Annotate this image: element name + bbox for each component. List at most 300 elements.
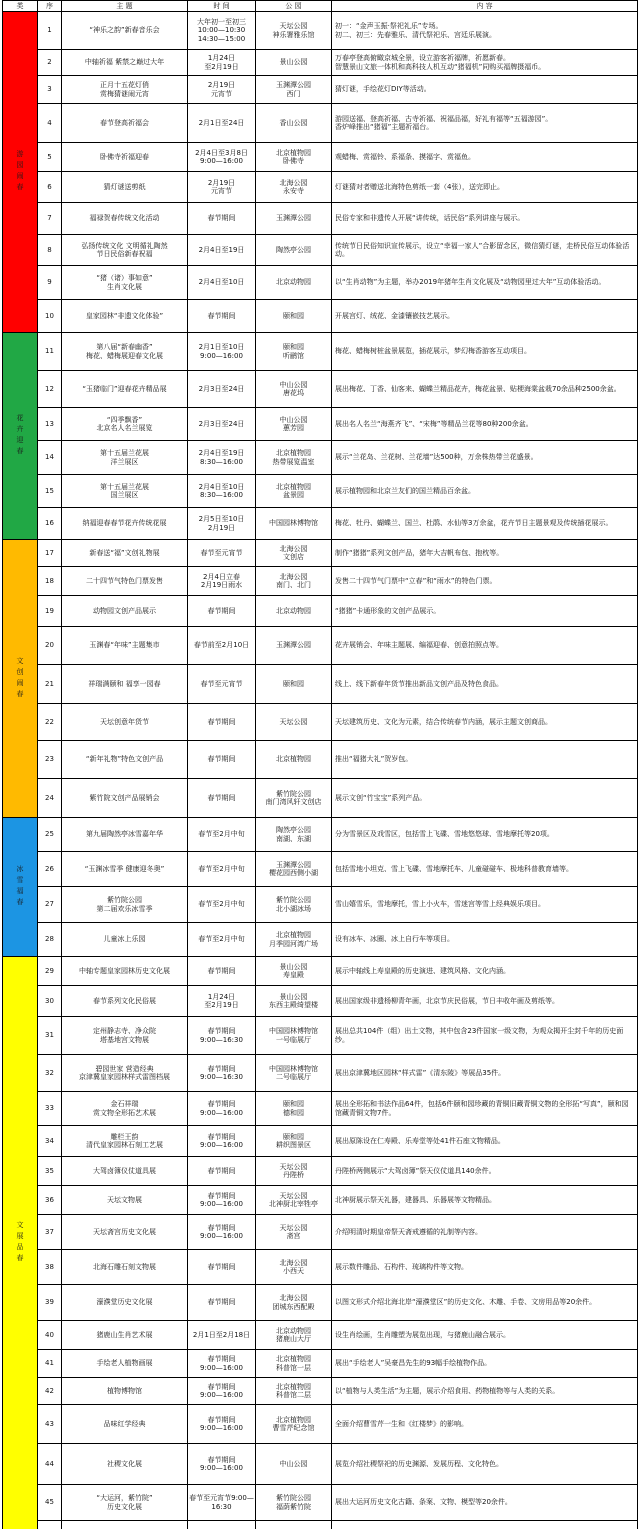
event-theme: [62, 1186, 188, 1215]
row-number: 35: [38, 1157, 62, 1186]
event-park-line: 玉渊潭公园: [276, 860, 311, 869]
event-park-line: 紫竹院公园: [276, 1494, 311, 1502]
event-content-line: 展示数件雕品、石构件、琉璃构件等文物。: [335, 1262, 468, 1271]
event-park-line: 玉渊潭公园: [276, 214, 311, 223]
event-park-line: 天坛公园: [279, 1162, 308, 1171]
event-park: [256, 1157, 332, 1186]
event-park: [256, 957, 332, 986]
event-park: [256, 1405, 332, 1444]
event-time-line: 9:00—16:00: [200, 1108, 243, 1117]
event-park-line: 北京植物园: [276, 1355, 311, 1363]
event-park-line: 南门湾风轩文创店: [265, 798, 322, 806]
event-time-line: 2月4日至19日: [198, 245, 245, 254]
event-content: [332, 1444, 638, 1485]
event-content-line: 制作“猪猪”系列文创产品，猪年大吉帆布包、抱枕等。: [335, 548, 504, 557]
table-row: [38, 104, 638, 143]
event-park: [256, 172, 332, 203]
event-park-line: 神乐署雅乐馆: [272, 30, 315, 39]
event-theme: [62, 1017, 188, 1055]
row-number: 17: [38, 540, 62, 567]
category-label: 文创闹春: [16, 656, 24, 701]
event-time-line: 春节期间: [207, 1166, 236, 1175]
category-label: 花卉迎春: [16, 414, 24, 458]
event-time: [188, 1378, 256, 1405]
event-content: [332, 986, 638, 1017]
event-theme-line: 第十五届兰花展: [100, 482, 149, 491]
event-content: [332, 371, 638, 408]
event-theme: [62, 779, 188, 818]
event-time-line: 春节期间: [207, 966, 236, 975]
event-time: [188, 957, 256, 986]
event-time: [188, 1186, 256, 1215]
event-content: [332, 1215, 638, 1250]
header-number: 序: [38, 0, 62, 12]
event-time-line: 春节至元宵节: [200, 679, 243, 688]
event-content: [332, 1378, 638, 1405]
event-theme-line: 手绘老人植物画展: [96, 1359, 153, 1368]
event-park-line: 唐花坞: [283, 389, 304, 397]
event-time-line: 2月5日至10日: [198, 515, 245, 523]
event-park-line: 听鹂馆: [283, 351, 304, 360]
category-block: [2, 12, 38, 333]
event-time: [188, 1017, 256, 1055]
row-number: 26: [38, 852, 62, 887]
table-row: [38, 143, 638, 172]
event-theme-line: 祥瑞满颐和 福享一园春: [88, 679, 161, 688]
event-theme-line: 北海石雕石刻文物展: [93, 1262, 156, 1271]
event-theme-line: “猪（诸）事如意”: [96, 274, 153, 282]
event-park-line: 小西天: [283, 1267, 304, 1275]
event-park-line: 耕织图景区: [276, 1141, 311, 1149]
event-time-line: 春节期间: [207, 793, 236, 802]
event-content: [332, 1250, 638, 1285]
event-time-line: 春节期间: [207, 1132, 236, 1141]
event-content-line: 分为雪景区及戏雪区，包括雪上飞碟、雪地悠悠球、雪地摩托等20项。: [335, 830, 554, 839]
event-theme: [62, 1126, 188, 1157]
event-content-line: 灯谜猜对者赠送北海特色剪纸一套（4张），送完即止。: [335, 182, 504, 191]
event-content-line: 游园送福、登高祈福、古寺祈福、祝福品福，好礼有福等“五福游园”。: [335, 114, 553, 123]
event-time: [188, 1250, 256, 1285]
event-park: [256, 741, 332, 779]
event-time-line: 2月19日雨水: [200, 581, 243, 589]
row-number: 2: [38, 50, 62, 76]
event-time: [188, 408, 256, 441]
table-row: [38, 1485, 638, 1521]
row-number: 14: [38, 441, 62, 475]
event-park: [256, 986, 332, 1017]
event-theme: [62, 957, 188, 986]
event-time-line: 9:00—16:00: [200, 351, 243, 360]
event-theme: [62, 266, 188, 300]
table-row: [38, 818, 638, 852]
event-time-line: 2月1日至10日: [198, 343, 245, 351]
event-content: [332, 540, 638, 567]
event-time-line: 1月24日: [207, 54, 236, 62]
row-number: 30: [38, 986, 62, 1017]
event-park: [256, 1378, 332, 1405]
event-park-line: 东西主殿绮望楼: [269, 1001, 318, 1009]
row-number: 36: [38, 1186, 62, 1215]
event-park: [256, 540, 332, 567]
event-park: [256, 441, 332, 475]
table-row: [38, 50, 638, 76]
event-content: [332, 475, 638, 508]
empty-cell: [62, 1521, 188, 1529]
event-park-line: 天坛公园: [279, 22, 308, 30]
event-content-line: 万春亭登高俯瞰京城全景，设立游客祈福牌，祈愿新春。: [335, 54, 510, 62]
event-theme: [62, 371, 188, 408]
table-row: [38, 266, 638, 300]
event-time-line: 春节至2月中旬: [198, 900, 245, 909]
table-row: [38, 76, 638, 104]
event-theme-line: “大运河，紫竹院”: [96, 1494, 153, 1502]
table-body: [2, 12, 638, 1529]
table-row: [38, 627, 638, 665]
row-number: 5: [38, 143, 62, 172]
row-number: 21: [38, 665, 62, 704]
event-content: [332, 665, 638, 704]
event-park-line: 玉渊潭公园: [276, 641, 311, 650]
event-content-line: 展出京津冀地区园林“样式雷”《清东陵》等展品35件。: [335, 1068, 506, 1077]
event-time: [188, 104, 256, 143]
event-theme-line: 卧佛寺祈福迎春: [100, 152, 149, 161]
event-theme-line: 春节系列文化民俗展: [93, 996, 156, 1005]
event-park-line: 玉渊潭公园: [276, 81, 311, 89]
event-time-line: 春节期间: [207, 1191, 236, 1200]
event-park: [256, 1350, 332, 1378]
event-time-line: 春节期间: [207, 1415, 236, 1424]
event-theme-line: 北京名人名兰展览: [96, 424, 153, 432]
event-time-line: 春节期间: [207, 1223, 236, 1232]
event-time-line: 春节期间: [207, 1455, 236, 1464]
event-content-line: 发售二十四节气门票中“立春”和“雨水”的特色门票。: [335, 576, 497, 585]
event-content: [332, 76, 638, 104]
event-time-line: 8:30—16:00: [200, 491, 243, 499]
event-content-line: 全面介绍曹雪芹一生和《红楼梦》的影响。: [335, 1419, 468, 1428]
event-park-line: 月季园河湾广场: [269, 939, 318, 948]
event-park: [256, 1126, 332, 1157]
event-park-line: 北京植物园: [276, 931, 311, 939]
header-category: 类: [2, 0, 38, 12]
event-theme-line: 猪鹿山生肖艺术展: [96, 1330, 153, 1339]
event-time-line: 春节期间: [207, 1382, 236, 1391]
event-theme-line: 皇家园林“非遗文化体验”: [85, 311, 164, 320]
event-time-line: 春节至元宵节: [200, 548, 243, 557]
event-content: [332, 1285, 638, 1321]
row-number: 34: [38, 1126, 62, 1157]
event-park-line: 北京动物园: [276, 278, 311, 287]
event-content-line: 雪山嬉雪乐，雪地摩托，雪上小火车，雪迷宫等雪上经典娱乐项目。: [335, 900, 545, 909]
event-theme: [62, 508, 188, 540]
event-time-line: 春节期间: [207, 1355, 236, 1363]
event-park-line: 颐和园: [283, 343, 304, 351]
event-theme: [62, 50, 188, 76]
event-content-line: 展示中轴线上寿皇殿的历史演进、建筑风格、文化内涵。: [335, 966, 510, 975]
row-number: 23: [38, 741, 62, 779]
event-time-line: 至2月19日: [204, 62, 239, 71]
event-content-line: 丹陛桥两侧展示“大驾卤簿”祭天仪仗道具140余件。: [335, 1166, 496, 1175]
event-theme-line: 天坛创意年货节: [100, 717, 149, 726]
event-time: [188, 441, 256, 475]
event-theme: [62, 1485, 188, 1521]
event-content-line: 展示植物园和北京兰友们的国兰精品百余盆。: [335, 486, 475, 495]
event-theme: [62, 12, 188, 50]
event-content: [332, 1350, 638, 1378]
event-park-line: 天坛公园: [279, 1191, 308, 1200]
event-content: [332, 1055, 638, 1092]
event-theme-line: 大驾卤簿仪仗道具展: [93, 1166, 156, 1175]
event-time-line: 春节至2月中旬: [198, 935, 245, 944]
row-number: 25: [38, 818, 62, 852]
event-theme: [62, 1055, 188, 1092]
table-row: [38, 300, 638, 333]
rows-column: [38, 12, 638, 1529]
event-theme: [62, 1250, 188, 1285]
event-time: [188, 1321, 256, 1350]
category-block: [2, 957, 38, 1529]
table-row: [38, 235, 638, 266]
event-time-line: 14:30—15:00: [197, 34, 246, 43]
table-row: [38, 1321, 638, 1350]
event-time: [188, 143, 256, 172]
category-block: [2, 333, 38, 540]
event-park-line: 科普馆二层: [276, 1391, 311, 1399]
event-park: [256, 508, 332, 540]
event-park-line: 陶然亭公园: [276, 826, 311, 834]
event-park-line: 文创店: [283, 553, 304, 561]
event-time: [188, 1485, 256, 1521]
row-number: 22: [38, 704, 62, 741]
event-content-line: 介绍明清时期皇帝祭天斋戒遵循的礼制等内容。: [335, 1227, 482, 1236]
table-header: [2, 0, 638, 12]
table-row: [38, 508, 638, 540]
event-park-line: 颐和园: [283, 1100, 304, 1108]
row-number: 6: [38, 172, 62, 203]
event-time-line: 春节至元宵节9:00—: [189, 1494, 254, 1502]
event-content-line: 传统节日民俗知识宣传展示，设立“幸福一家人”合影留念区，微信猜灯谜，走桥民俗互动体验活动。: [335, 241, 630, 258]
event-theme-line: 品味红学经典: [103, 1419, 146, 1428]
event-theme-line: 国兰展区: [110, 491, 139, 499]
event-theme: [62, 741, 188, 779]
event-theme-line: 弘扬传统文化 文明循礼陶然: [81, 241, 168, 250]
event-theme-line: 京津冀皇家园林样式雷图档展: [79, 1073, 170, 1081]
event-time-line: 9:00—16:00: [200, 1200, 243, 1208]
event-park: [256, 408, 332, 441]
event-park-line: 猪鹿山大厅: [276, 1335, 311, 1343]
table-row: [38, 1250, 638, 1285]
event-park-line: 寿皇殿: [283, 971, 304, 979]
event-park-line: 南湖、东湖: [276, 834, 311, 843]
event-content-line: 展出总共104件（组）出土文物，其中包含23件国家一级文物，为观众揭开尘封千年的历史面纱。: [335, 1027, 624, 1044]
event-park-line: 西门: [286, 89, 301, 98]
event-theme-line: “玉渊冰雪季 健康迎冬奥”: [84, 864, 165, 873]
table-row: [38, 1378, 638, 1405]
event-theme-line: 濠濮堂历史文化展: [96, 1298, 153, 1307]
event-theme: [62, 1092, 188, 1126]
event-park: [256, 104, 332, 143]
event-park: [256, 203, 332, 235]
event-theme-line: 赏文物全形拓艺术展: [93, 1108, 156, 1117]
event-time: [188, 1215, 256, 1250]
category-block: [2, 818, 38, 957]
row-number: 45: [38, 1485, 62, 1521]
event-time-line: 8:30—16:00: [200, 457, 243, 466]
event-content: [332, 1321, 638, 1350]
event-park-line: 热带展览温室: [272, 457, 315, 466]
table-row: [38, 1092, 638, 1126]
event-time: [188, 1055, 256, 1092]
event-content-line: 展出全形拓和书法作品64件，包括6件颐和园珍藏的青铜旧藏青铜文物的全形拓“写真”，颐和园馆藏青铜文物7件。: [335, 1100, 629, 1117]
row-number: 32: [38, 1055, 62, 1092]
event-content-line: 展出“手绘老人”吴豪昌先生的93幅手绘植物作品。: [335, 1359, 492, 1368]
event-content: [332, 441, 638, 475]
row-number: 8: [38, 235, 62, 266]
event-park: [256, 1444, 332, 1485]
row-number: 11: [38, 333, 62, 371]
event-park-line: 科普馆一层: [276, 1363, 311, 1372]
empty-cell: [256, 1521, 332, 1529]
event-time-line: 至2月19日: [204, 1001, 239, 1009]
table-row: [38, 1126, 638, 1157]
row-number: 13: [38, 408, 62, 441]
event-park: [256, 704, 332, 741]
table-row: [38, 371, 638, 408]
table-row: [38, 741, 638, 779]
event-theme-line: 动物园文创产品展示: [93, 606, 156, 615]
table-row: [38, 203, 638, 235]
event-time-line: 9:00—16:30: [200, 1035, 243, 1044]
event-park-line: 北京植物园: [276, 482, 311, 491]
event-park: [256, 852, 332, 887]
event-theme-line: 儿童冰上乐园: [103, 935, 146, 944]
event-time-line: 2月19日: [207, 178, 236, 187]
event-park-line: 中国园林博物馆: [269, 1027, 318, 1035]
event-content-line: 观蜡梅、赏福铃、系福条、摸福字、赏福鱼。: [335, 152, 475, 161]
event-time-line: 春节至2月中旬: [198, 830, 245, 839]
event-content-line: 花卉展销会、年味主题展、编福迎春、创意拍照点等。: [335, 641, 503, 650]
event-theme: [62, 104, 188, 143]
event-content: [332, 1017, 638, 1055]
event-theme: [62, 665, 188, 704]
event-park-line: 丹陛桥: [283, 1171, 304, 1179]
event-time-line: 2月4日至10日: [198, 482, 245, 491]
event-time-line: 2月4日至10日: [198, 278, 245, 287]
event-park: [256, 143, 332, 172]
table-row: [38, 1444, 638, 1485]
event-content: [332, 1186, 638, 1215]
event-time-line: 春节期间: [207, 214, 236, 223]
event-theme-line: 植物博物馆: [107, 1386, 142, 1395]
event-content-line: 北神厨展示祭天礼器，建器具、乐器展等文物精品。: [335, 1195, 496, 1204]
event-theme: [62, 235, 188, 266]
event-theme-line: 春节登高祈福会: [100, 118, 149, 127]
row-number: 15: [38, 475, 62, 508]
event-park: [256, 235, 332, 266]
event-time-line: 春节期间: [207, 717, 236, 726]
table-row: [38, 1405, 638, 1444]
event-park-line: 北京植物园: [276, 449, 311, 457]
event-time: [188, 704, 256, 741]
row-number: 4: [38, 104, 62, 143]
event-park-line: 景山公园: [279, 992, 308, 1001]
event-theme-line: 碧园世家 营造经典: [95, 1064, 154, 1073]
empty-cell: [188, 1521, 256, 1529]
event-theme: [62, 172, 188, 203]
event-content-line: 展示“兰花岛、兰花树、兰花墙”达500种，万余株热带兰花盛景。: [335, 453, 538, 462]
event-content: [332, 333, 638, 371]
event-content: [332, 143, 638, 172]
event-theme: [62, 441, 188, 475]
event-theme: [62, 1378, 188, 1405]
row-number: 24: [38, 779, 62, 818]
category-column: [2, 12, 38, 1529]
event-park: [256, 818, 332, 852]
table-row: [38, 540, 638, 567]
event-park-line: 中山公园: [279, 1459, 308, 1468]
event-park-line: 天坛公园: [279, 1223, 308, 1232]
event-theme-line: 天坛斋宫历史文化展: [93, 1227, 156, 1236]
event-time-line: 元宵节: [211, 187, 232, 195]
event-park-line: 北京植物园: [276, 755, 311, 764]
event-time: [188, 852, 256, 887]
row-number: 19: [38, 596, 62, 627]
empty-cell: [38, 1521, 62, 1529]
event-park-line: 中山公园: [279, 380, 308, 389]
event-theme-line: 社稷文化展: [107, 1459, 142, 1468]
event-content: [332, 779, 638, 818]
event-content: [332, 923, 638, 957]
event-park-line: 团城东西配殿: [272, 1302, 315, 1311]
event-content-line: 猜灯谜，手绘花灯DIY等活动。: [335, 85, 431, 94]
event-theme: [62, 1215, 188, 1250]
event-theme: [62, 1350, 188, 1378]
event-park: [256, 887, 332, 923]
event-time: [188, 300, 256, 333]
row-number: 18: [38, 567, 62, 596]
event-park-line: 北海公园: [279, 544, 308, 553]
row-number: 29: [38, 957, 62, 986]
event-theme-line: 紫竹院公园: [107, 896, 142, 904]
event-time: [188, 1285, 256, 1321]
event-time-line: 2月4日至3月8日: [195, 148, 248, 157]
event-park: [256, 1055, 332, 1092]
event-park: [256, 76, 332, 104]
event-theme: [62, 923, 188, 957]
table-row: [38, 333, 638, 371]
event-content-line: 天坛建筑历史、文化为元素，结合传统春节内涵，展示主题文创商品。: [335, 717, 552, 726]
event-theme-line: 金石祥瑞: [110, 1100, 139, 1108]
event-time-line: 2月3日至24日: [198, 419, 245, 428]
row-number: 44: [38, 1444, 62, 1485]
event-theme: [62, 1157, 188, 1186]
event-theme-line: 中轴专题皇家园林历史文化展: [79, 966, 170, 975]
event-content: [332, 627, 638, 665]
event-park-line: 北海公园: [279, 572, 308, 581]
event-time: [188, 508, 256, 540]
row-number: 43: [38, 1405, 62, 1444]
event-theme-line: 历史文化展: [107, 1502, 142, 1511]
event-content-line: 以图文形式介绍北海北岸“濠濮堂区”的历史文化、木雕、手卷、文房用品等20余件。: [335, 1298, 597, 1307]
event-time: [188, 266, 256, 300]
event-time: [188, 540, 256, 567]
event-time: [188, 986, 256, 1017]
event-time-line: 9:00—16:30: [200, 1073, 243, 1081]
event-content-line: 初二、初三：先春雅乐、清代祭祀乐、宫廷乐展演。: [335, 30, 496, 39]
event-theme-line: 正月十五花灯俏: [100, 81, 149, 89]
event-park-line: 香山公园: [279, 118, 308, 127]
event-park-line: 中国园林博物馆: [269, 1064, 318, 1073]
event-time: [188, 818, 256, 852]
